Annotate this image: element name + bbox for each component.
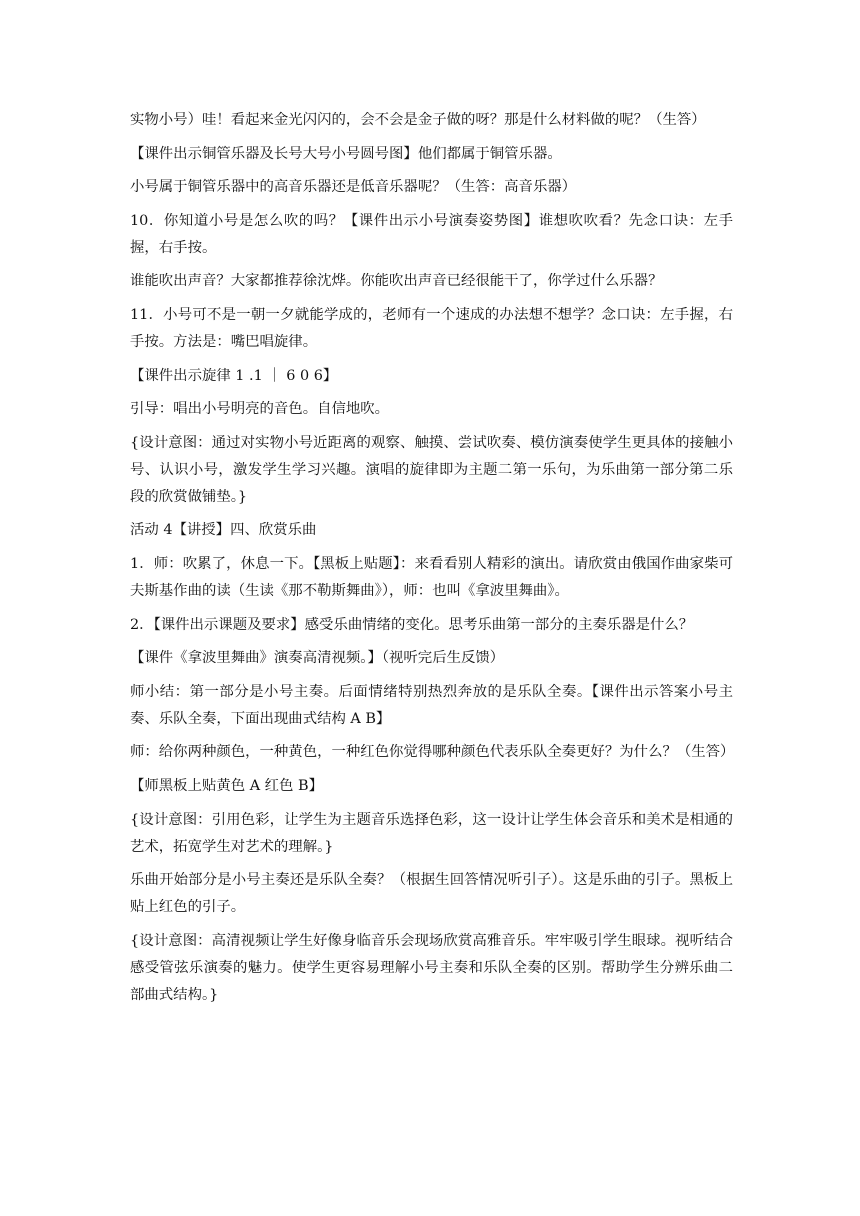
- paragraph: 【课件《拿波里舞曲》演奏高清视频。】（视听完后生反馈）: [130, 650, 505, 667]
- design-intent-note: {设计意图：通过对实物小号近距离的观察、触摸、尝试吹奏、模仿演奏使学生更具体的接触小号、认识小号，激发学生学习兴趣。演唱的旋律即为主题二第一乐句，为乐曲第一部分第二乐段的欣赏做铺垫。}: [130, 434, 733, 505]
- paragraph: 乐曲开始部分是小号主奏还是乐队全奏？（根据生回答情况听引子）。这是乐曲的引子。黑板上贴上红色的引子。: [130, 872, 733, 916]
- design-intent-note: {设计意图：引用色彩，让学生为主题音乐选择色彩，这一设计让学生体会音乐和美术是相通的艺术，拓宽学生对艺术的理解。}: [130, 811, 733, 855]
- paragraph: 2．【课件出示课题及要求】感受乐曲情绪的变化。思考乐曲第一部分的主奏乐器是什么？: [130, 616, 694, 633]
- paragraph: 师小结：第一部分是小号主奏。后面情绪特别热烈奔放的是乐队全奏。【课件出示答案小号主奏、乐队全奏，下面出现曲式结构 A B】: [130, 683, 733, 727]
- section-heading: 活动 4【讲授】四、欣赏乐曲: [130, 522, 317, 539]
- paragraph: 谁能吹出声音？大家都推荐徐沈烨。你能吹出声音已经很能干了，你学过什么乐器？: [130, 273, 663, 290]
- paragraph: 师：给你两种颜色，一种黄色，一种红色你觉得哪种颜色代表乐队全奏更好？为什么？（生答）: [130, 744, 735, 761]
- paragraph: 1．师：吹累了，休息一下。【黑板上贴题】：来看看别人精彩的演出。请欣赏由俄国作曲家柴可夫斯基作曲的读（生读《那不勒斯舞曲》），师：也叫《拿波里舞曲》。: [130, 555, 733, 599]
- paragraph: 【课件出示旋律 1 .1 ｜ 6 0 6】: [130, 367, 338, 384]
- document-body: [130, 107, 733, 1015]
- design-intent-note: {设计意图：高清视频让学生好像身临音乐会现场欣赏高雅音乐。牢牢吸引学生眼球。视听结合感受管弦乐演奏的魅力。使学生更容易理解小号主奏和乐队全奏的区别。帮助学生分辨乐曲二部曲式结构。}: [130, 932, 733, 1003]
- paragraph: 【课件出示铜管乐器及长号大号小号圆号图】他们都属于铜管乐器。: [130, 145, 562, 162]
- paragraph: 11．小号可不是一朝一夕就能学成的，老师有一个速成的办法想不想学？念口诀：左手握，右手按。方法是：嘴巴唱旋律。: [130, 306, 733, 350]
- paragraph: 【师黑板上贴黄色 A 红色 B】: [130, 777, 323, 794]
- paragraph: 引导：唱出小号明亮的音色。自信地吹。: [130, 401, 390, 418]
- paragraph: 小号属于铜管乐器中的高音乐器还是低音乐器呢？（生答：高音乐器）: [130, 179, 577, 196]
- paragraph: 10．你知道小号是怎么吹的吗？【课件出示小号演奏姿势图】谁想吹吹看？先念口诀：左手握，右手按。: [130, 212, 733, 256]
- paragraph: 实物小号）哇！看起来金光闪闪的，会不会是金子做的呀？那是什么材料做的呢？（生答）: [130, 112, 706, 128]
